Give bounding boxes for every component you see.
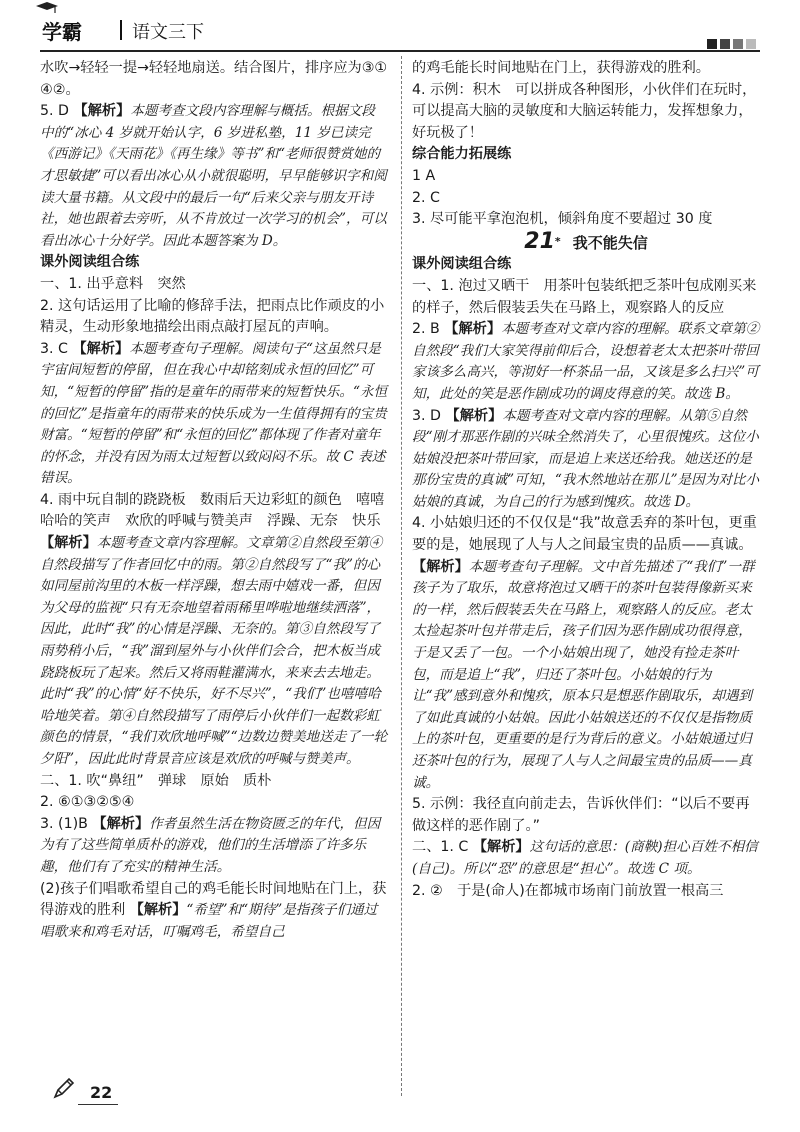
answer-line: 4. 雨中玩自制的跷跷板 数雨后天边彩虹的颜色 嘻嘻哈哈的笑声 欢欣的呼喊与赞美声 浮躁、无奈 快乐 [40,491,385,530]
answer-number: 二、1. C [412,839,469,856]
answer-number: (2)孩子们唱歌希望自己的鸡毛能长时间地贴在门上，获得游戏的胜利 [40,880,387,919]
answer-block [40,533,388,771]
analysis-text: 本题考查文章内容理解。文章第②自然段至第④自然段描写了作者回忆中的雨。第②自然段写了“我”的心如同屋前沟里的木板一样浮躁，想去雨中嬉戏一番，但因为父母的监视“只有无奈地望着雨稀里哗啦地继续洒落”，因此，此时“我”的心情是浮躁、无奈的。第③自然段写了雨势稍小后，“我”溜到屋外与小伙伴们会合，把木板当成跷跷板玩了起来。然后又将雨鞋灌满水，来来去去地走。此时“我”的心情“好不快乐，好不尽兴”，“我们”也嘻嘻哈哈地笑着。第④自然段描写了雨停后小伙伴们一起数彩虹颜色的情景，“我们欢欣地呼喊”“边数边赞美地送走了一轮夕阳”，因此此时背景音应该是欢欣的呼喊与赞美声。 [40,535,388,767]
analysis-tag: 【解析】 [40,535,97,552]
analysis-tag: 【解析】 [92,815,150,832]
analysis-tag: 【解析】 [445,407,503,424]
analysis-tag: 【解析】 [444,321,502,338]
analysis-tag: 【解析】 [73,103,131,120]
header-square [707,39,717,49]
analysis-text: 本题考查句子理解。阅读句子“这虽然只是宇宙间短暂的停留，但在我心中却铭刻成永恒的回忆”可知，“短暂的停留”指的是童年的雨带来的短暂快乐。“永恒的回忆”是指童年的雨带来的快乐成为一生值得拥有的宝贵财富。“短暂的停留”和“永恒的回忆”都体现了作者对童年的怀念，并没有因为雨太过短暂以致闷闷不乐。故 C 表述错误。 [40,340,388,487]
answer-line: 2. ⑥①③②⑤④ [40,794,135,811]
page-number: 22 [90,1083,113,1102]
answer-block [40,339,388,490]
lesson-name: 我不能失信 [572,233,648,252]
answer-line: 一、1. 出乎意料 突然 [40,275,186,292]
graduation-cap-icon [36,2,58,14]
answer-number: 2. B [412,321,440,338]
section-heading: 综合能力拓展练 [412,146,512,163]
answer-line: 水吹→轻轻一提→轻轻地扇送。结合图片，排序应为③①④②。 [40,60,388,98]
answer-number: 5. D [40,103,69,120]
answer-line: 2. ② 于是(命人)在都城市场南门前放置一根高三 [412,882,724,899]
section-heading: 课外阅读组合练 [40,254,140,271]
answer-block [412,319,760,405]
answer-line: 1 A [412,167,436,184]
analysis-tag: 【解析】 [472,839,530,856]
answer-block [40,879,388,944]
header-separator [120,20,122,40]
answer-block [40,101,388,252]
answer-block [412,837,760,880]
subject-title: 语文三下 [132,22,204,43]
analysis-tag: 【解析】 [72,340,130,357]
header-square [746,39,756,49]
analysis-text: 作者虽然生活在物资匮乏的年代，但因为有了这些简单质朴的游戏，他们的生活增添了许多乐趣，他们有了充实的精神生活。 [40,815,381,875]
footer-rule [78,1104,118,1105]
answer-number: 4. 小姑娘归还的不仅仅是“我”故意丢弃的茶叶包，更重要的是，她展现了人与人之间最宝贵的品质——真诚。 [412,515,757,554]
header-square [733,39,743,49]
answer-line: 4. 示例：积木 可以拼成各种图形，小伙伴们在玩时，可以提高大脑的灵敏度和大脑运转能力，发挥想象力，好玩极了！ [412,81,757,141]
column-divider [401,56,402,1096]
answer-line: 2. C [412,189,440,206]
answer-line: 3. 尽可能平拿泡泡机，倾斜角度不要超过 30 度 [412,211,713,228]
analysis-text: 本题考查对文章内容的理解。从第⑤自然段“刚才那恶作剧的兴味全然消失了，心里很愧疚。这位小姑娘没把茶叶带回家，而是追上来送还给我。她送还的是那份宝贵的真诚”可知，“我木然地站在那儿”是因为对比小姑娘的真诚，为自己的行为感到愧疚。故选 D。 [412,407,760,510]
answer-line: 的鸡毛能长时间地贴在门上，获得游戏的胜利。 [412,60,710,76]
analysis-text: 本题考查句子理解。文中首先描述了“我们”一群孩子为了取乐，故意将泡过又晒干的茶叶包装得像新买来的一样，然后假装丢失在马路上，观察路人的反应。老太太捡起茶叶包并带走后，孩子们因为恶作剧成功很得意，于是又丢了一包。一个小姑娘出现了，她没有捡走茶叶包，而是追上“我”，归还了茶叶包。小姑娘的行为让“我”感到意外和愧疚，原本只是想恶作剧取乐，却遇到了如此真诚的小姑娘。因此小姑娘送还的不仅仅是指物质上的茶叶包，更重要的是行为背后的意义。小姑娘通过归还茶叶包的行为，展现了人与人之间最宝贵的品质——真诚。 [412,558,755,791]
analysis-text: 本题考查文段内容理解与概括。根据文段中的“冰心 4 岁就开始认字，6 岁进私塾，11 岁已读完《西游记》《天雨花》《再生缘》等书”和“老师很赞赏她的才思敏捷”可以看出冰心从小就很聪明，早早能够识字和阅读大量书籍。从文段中的最后一句“后来父亲与朋友开诗社，她也跟着去旁听，从不肯放过一次学习的机会”，可以看出冰心十分好学。因此本题答案为 D。 [40,103,387,249]
analysis-text: 本题考查对文章内容的理解。联系文章第②自然段“我们大家笑得前仰后合，设想着老太太把茶叶带回家该多么高兴，等沏好一杯茶品一品，又该是多么扫兴”可知，此处的笑是恶作剧成功的调皮得意的笑。故选 B。 [412,321,760,402]
lesson-star: * [554,234,561,248]
section-heading: 课外阅读组合练 [412,256,512,273]
answer-number: 3. C [40,340,68,357]
lesson-number: 21 [524,228,555,254]
answer-number: 3. (1)B [40,815,88,832]
analysis-tag: 【解析】 [129,902,187,919]
answer-number: 3. D [412,407,441,424]
page-header [40,10,760,52]
answer-line: 5. 示例：我径直向前走去，告诉伙伴们：“以后不要再做这样的恶作剧了。” [412,796,750,834]
left-column [40,58,388,943]
answer-block [412,406,760,514]
right-column [412,58,760,902]
answer-line: 一、1. 泡过又晒干 用茶叶包装纸把乏茶叶包成刚买来的样子，然后假装丢失在马路上，观察路人的反应 [412,277,757,316]
answer-block [40,814,388,879]
lesson-title [412,228,760,255]
analysis-tag: 【解析】 [412,558,469,575]
analysis-text: 这句话的意思：(商鞅)担心百姓不相信(自己)。所以“恐”的意思是“担心”。故选 C 项。 [412,839,758,877]
answer-line: 2. 这句话运用了比喻的修辞手法，把雨点比作顽皮的小精灵，生动形象地描绘出雨点敲打屋瓦的声响。 [40,297,385,336]
answer-line: 二、1. 吹“鼻纽” 弹球 原始 质朴 [40,772,272,789]
header-square [720,39,730,49]
brand-logo: 学霸 [42,20,82,44]
analysis-text: “希望”和“期待”是指孩子们通过唱歌来和鸡毛对话，叮嘱鸡毛，希望自己 [40,902,378,940]
header-squares [704,34,756,53]
answer-block [412,513,760,794]
pencil-icon [52,1076,76,1100]
